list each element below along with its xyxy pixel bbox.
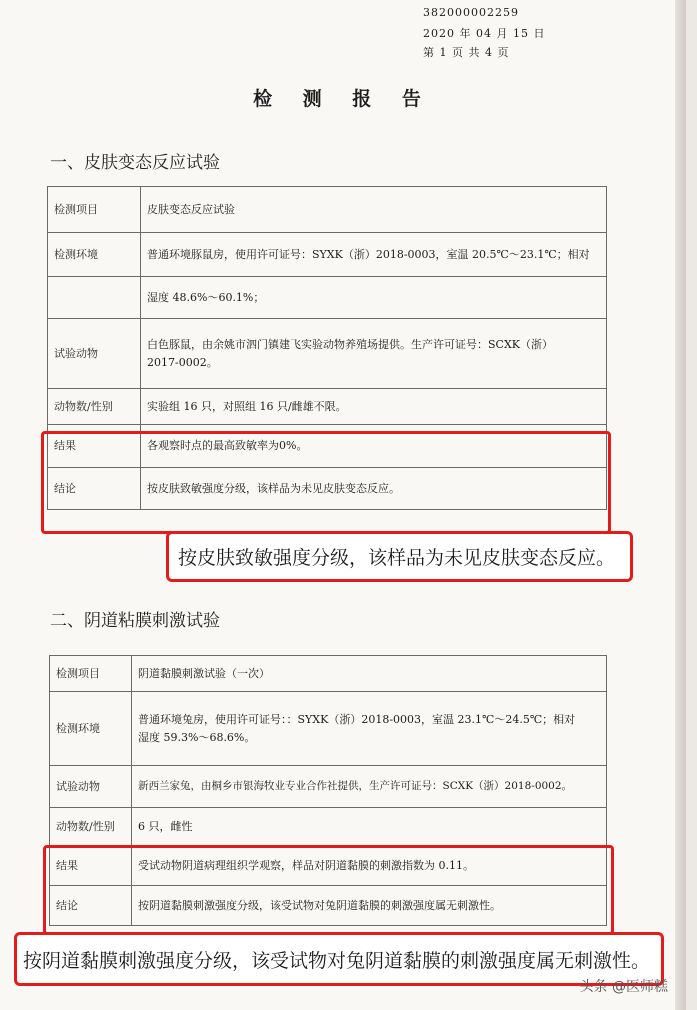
result-value: 受试动物阴道病理组织学观察，样品对阴道黏膜的刺激指数为 0.11。 [132,846,607,886]
table-row [48,319,607,389]
env-value: 普通环境兔房，使用许可证号：：SYXK（浙）2018-0003，室温 23.1℃～24.5℃；相对 [138,712,576,726]
table-row [48,187,607,233]
env-value-cont: 湿度 48.6%～60.1%； [141,277,607,319]
animal-label: 试验动物 [50,766,132,808]
callout-1: 按皮肤致敏强度分级，该样品为未见皮肤变态反应。 [166,531,633,582]
animal-value: 白色豚鼠，由余姚市泗门镇建飞实验动物养殖场提供。生产许可证号：SCXK（浙） [147,337,553,351]
count-value: 实验组 16 只，对照组 16 只/雌雄不限。 [141,389,607,425]
animal-label: 试验动物 [48,319,141,389]
page-indicator: 第 1 页 共 4 页 [423,46,510,59]
env-label: 检测环境 [48,233,141,277]
conclusion-label: 结论 [48,468,141,510]
count-label: 动物数/性别 [50,808,132,846]
conclusion-value: 按阴道黏膜刺激强度分级，该受试物对兔阴道黏膜的刺激强度属无刺激性。 [132,886,607,926]
section2-heading: 二、阴道粘膜刺激试验 [50,611,220,631]
table-row [48,389,607,425]
item-label: 检测项目 [48,187,141,233]
item-value: 阴道黏膜刺激试验（一次） [132,656,607,692]
table-row [48,233,607,277]
item-label: 检测项目 [50,656,132,692]
conclusion-label: 结论 [50,886,132,926]
count-value: 6 只，雌性 [132,808,607,846]
env-value-cont: 湿度 59.3%～68.6%。 [138,730,256,744]
page-edge-shadow [675,0,686,1010]
table-row [50,766,607,808]
count-label: 动物数/性别 [48,389,141,425]
section1-heading: 一、皮肤变态反应试验 [50,153,220,173]
table-row [48,277,607,319]
callout-2: 按阴道黏膜刺激强度分级，该受试物对兔阴道黏膜的刺激强度属无刺激性。 [14,932,664,986]
report-date: 2020 年 04 月 15 日 [423,27,546,40]
env-label: 检测环境 [50,692,132,766]
result-label: 结果 [48,425,141,468]
table-row [50,692,607,766]
animal-value-cont: 2017-0002。 [147,355,218,369]
highlight-box-1 [41,431,611,534]
report-title: 检 测 报 告 [253,88,433,110]
item-value: 皮肤变态反应试验 [141,187,607,233]
result-value: 各观察时点的最高致敏率为0%。 [141,425,607,468]
report-number: 382000002259 [423,6,519,19]
result-label: 结果 [50,846,132,886]
table-row [50,656,607,692]
animal-value: 新西兰家兔，由桐乡市银海牧业专业合作社提供，生产许可证号：SCXK（浙）2018-0002。 [132,766,607,808]
conclusion-value: 按皮肤致敏强度分级，该样品为未见皮肤变态反应。 [141,468,607,510]
highlight-box-2 [43,845,614,935]
env-value: 普通环境豚鼠房，使用许可证号：SYXK（浙）2018-0003，室温 20.5℃～23.1℃；相对 [141,233,607,277]
watermark: 头条 @医师糕 [579,979,668,995]
table-row [50,808,607,846]
